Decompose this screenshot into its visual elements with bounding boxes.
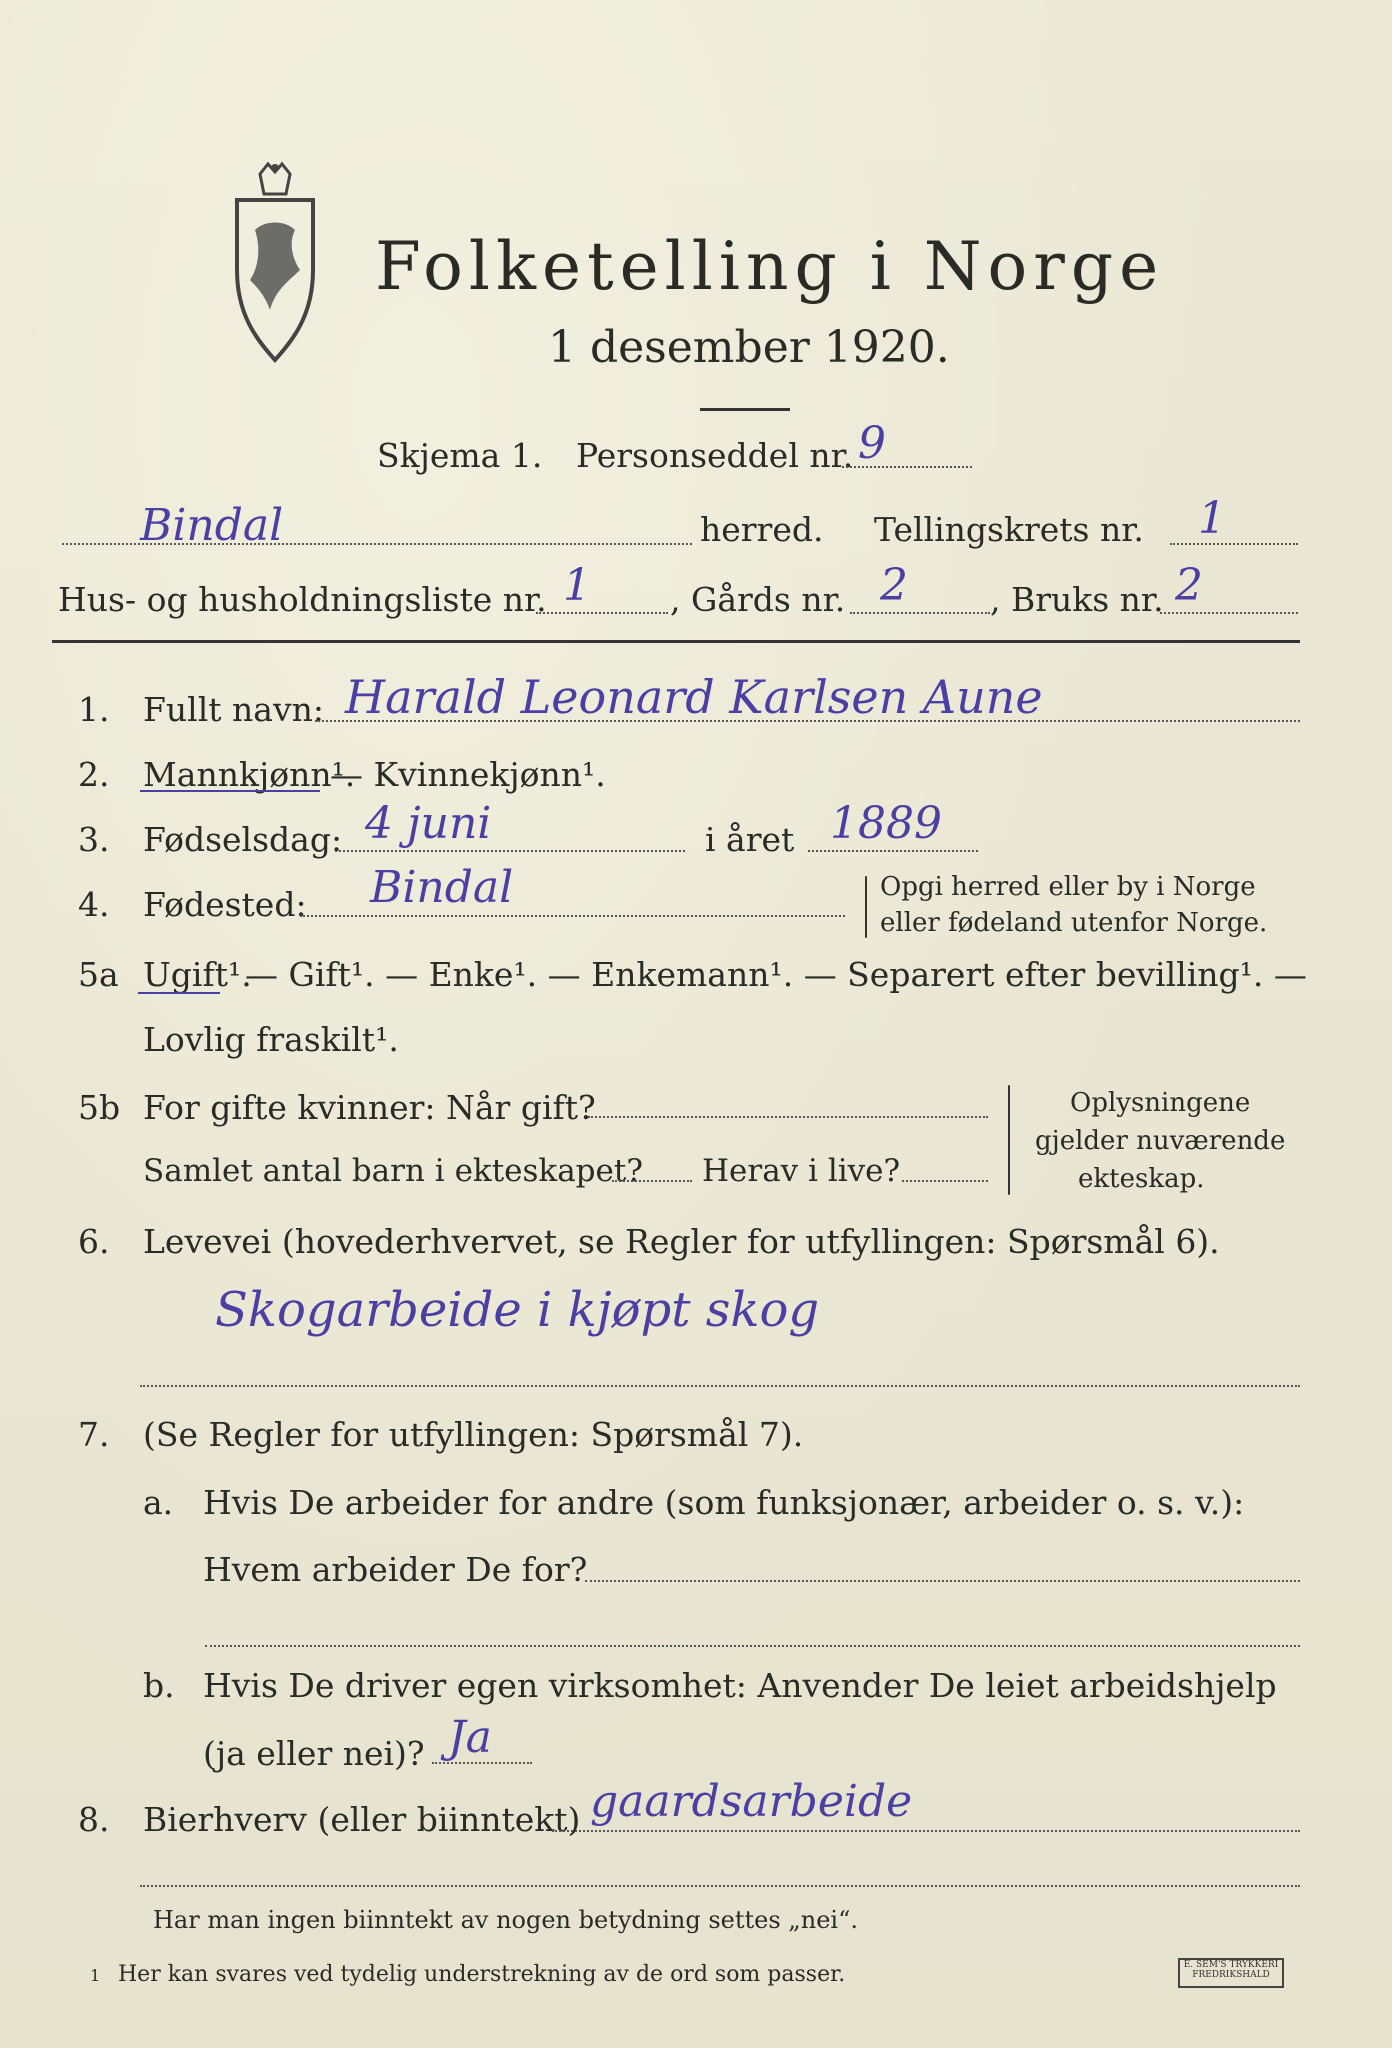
children-label: Samlet antal barn i ekteskapet? xyxy=(143,1153,643,1189)
q5b-note-line2: gjelder nuværende xyxy=(1035,1126,1286,1156)
q7-number: 7. xyxy=(78,1415,110,1454)
bruks-label: , Bruks nr. xyxy=(990,580,1164,619)
q4-note-line1: Opgi herred eller by i Norge xyxy=(880,872,1256,902)
q1-number: 1. xyxy=(78,690,110,729)
q5a-number: 5a xyxy=(78,955,119,994)
q5b-note-bracket xyxy=(1008,1085,1010,1195)
q8-number: 8. xyxy=(78,1800,110,1839)
coat-of-arms-icon xyxy=(225,160,325,370)
female-option[interactable]: — Kvinnekjønn¹. xyxy=(330,755,606,794)
q4-note-bracket xyxy=(865,876,867,938)
q5b-note-line1: Oplysningene xyxy=(1070,1088,1251,1118)
q3-label: Fødselsdag: xyxy=(143,820,343,859)
birthplace-field[interactable] xyxy=(300,915,845,917)
q5b-number: 5b xyxy=(78,1088,121,1127)
q7a-number: a. xyxy=(143,1483,174,1522)
male-underline xyxy=(140,790,320,792)
q6-label: Levevei (hovederhvervet, se Regler for utfyllingen: Spørsmål 6). xyxy=(143,1222,1220,1261)
tellingskrets-value: 1 xyxy=(1198,493,1226,544)
personseddel-value: 9 xyxy=(858,418,886,469)
q4-number: 4. xyxy=(78,885,110,924)
husliste-label: Hus- og husholdningsliste nr. xyxy=(58,580,547,619)
q1-value: Harald Leonard Karlsen Aune xyxy=(345,670,1043,724)
title-divider xyxy=(700,408,790,411)
q4-value: Bindal xyxy=(370,862,514,913)
census-date: 1 desember 1920. xyxy=(548,322,950,373)
q8-value: gaardsarbeide xyxy=(590,1776,913,1827)
gards-value: 2 xyxy=(880,560,908,611)
q3-number: 3. xyxy=(78,820,110,859)
alive-field[interactable] xyxy=(902,1180,988,1182)
year-value: 1889 xyxy=(830,798,942,849)
children-field[interactable] xyxy=(612,1180,692,1182)
tellingskrets-field[interactable] xyxy=(1170,543,1298,545)
year-label: i året xyxy=(705,820,795,859)
full-name-field[interactable] xyxy=(315,720,1300,722)
bottom-separator xyxy=(140,1885,1300,1887)
birthday-field[interactable] xyxy=(335,850,685,852)
form-title: Folketelling i Norge xyxy=(375,228,1165,305)
q7a-text: Hvis De arbeider for andre (som funksjonær, arbeider o. s. v.): xyxy=(203,1483,1245,1522)
bruks-field[interactable] xyxy=(1160,612,1298,614)
divorced-option[interactable]: Lovlig fraskilt¹. xyxy=(143,1020,399,1059)
q4-label: Fødested: xyxy=(143,885,307,924)
q8-label: Bierhverv (eller biinntekt) xyxy=(143,1800,581,1839)
tellingskrets-label: Tellingskrets nr. xyxy=(874,510,1144,549)
q7b-line2: (ja eller nei)? xyxy=(203,1734,425,1773)
side-income-field[interactable] xyxy=(552,1830,1300,1832)
herred-value: Bindal xyxy=(140,500,284,551)
gards-label: , Gårds nr. xyxy=(670,580,846,619)
q2-number: 2. xyxy=(78,755,110,794)
husliste-value: 1 xyxy=(563,560,591,611)
bruks-value: 2 xyxy=(1175,560,1203,611)
header-rule xyxy=(52,640,1300,643)
skjema-label: Skjema 1. xyxy=(377,436,543,475)
q5b-note-line3: ekteskap. xyxy=(1078,1164,1205,1194)
husliste-field[interactable] xyxy=(536,612,668,614)
occupation-field[interactable] xyxy=(140,1385,1300,1387)
personseddel-field[interactable] xyxy=(842,466,972,468)
q6-number: 6. xyxy=(78,1222,110,1261)
alive-label: Herav i live? xyxy=(702,1153,901,1189)
year-field[interactable] xyxy=(808,850,978,852)
printer-stamp: E. SEM'S TRYKKERI FREDRIKSHALD xyxy=(1178,1958,1284,1988)
q6-value: Skogarbeide i kjøpt skog xyxy=(215,1282,820,1338)
q7b-text: Hvis De driver egen virksomhet: Anvender De leiet arbeidshjelp xyxy=(203,1666,1277,1705)
q4-note-line2: eller fødeland utenfor Norge. xyxy=(880,908,1268,938)
q5b-label: For gifte kvinner: Når gift? xyxy=(143,1088,596,1127)
unmarried-option[interactable]: Ugift¹. xyxy=(143,955,252,994)
q1-label: Fullt navn: xyxy=(143,690,324,729)
herred-label: herred. xyxy=(700,510,824,549)
unmarried-underline xyxy=(138,992,220,994)
q3-value: 4 juni xyxy=(365,798,492,849)
q7b-number: b. xyxy=(143,1666,175,1705)
hired-help-field[interactable] xyxy=(432,1762,532,1764)
q7-label: (Se Regler for utfyllingen: Spørsmål 7). xyxy=(143,1415,804,1454)
personseddel-label: Personseddel nr. xyxy=(576,436,854,475)
gards-field[interactable] xyxy=(850,612,990,614)
footnote-mark: 1 xyxy=(90,1966,101,1985)
employer-field-2[interactable] xyxy=(205,1645,1300,1647)
herred-field[interactable] xyxy=(62,543,692,545)
male-option[interactable]: Mannkjønn¹. xyxy=(143,755,356,794)
footer-note: Har man ingen biinntekt av nogen betydning settes „nei“. xyxy=(153,1906,858,1934)
footnote-text: Her kan svares ved tydelig understrekning av de ord som passer. xyxy=(118,1962,846,1987)
employer-field[interactable] xyxy=(585,1580,1300,1582)
married-when-field[interactable] xyxy=(588,1116,988,1118)
q7a-line2: Hvem arbeider De for? xyxy=(203,1550,588,1589)
marital-options[interactable]: — Gift¹. — Enke¹. — Enkemann¹. — Separert efter bevilling¹. — xyxy=(245,955,1307,994)
q7b-value: Ja xyxy=(448,1712,492,1763)
